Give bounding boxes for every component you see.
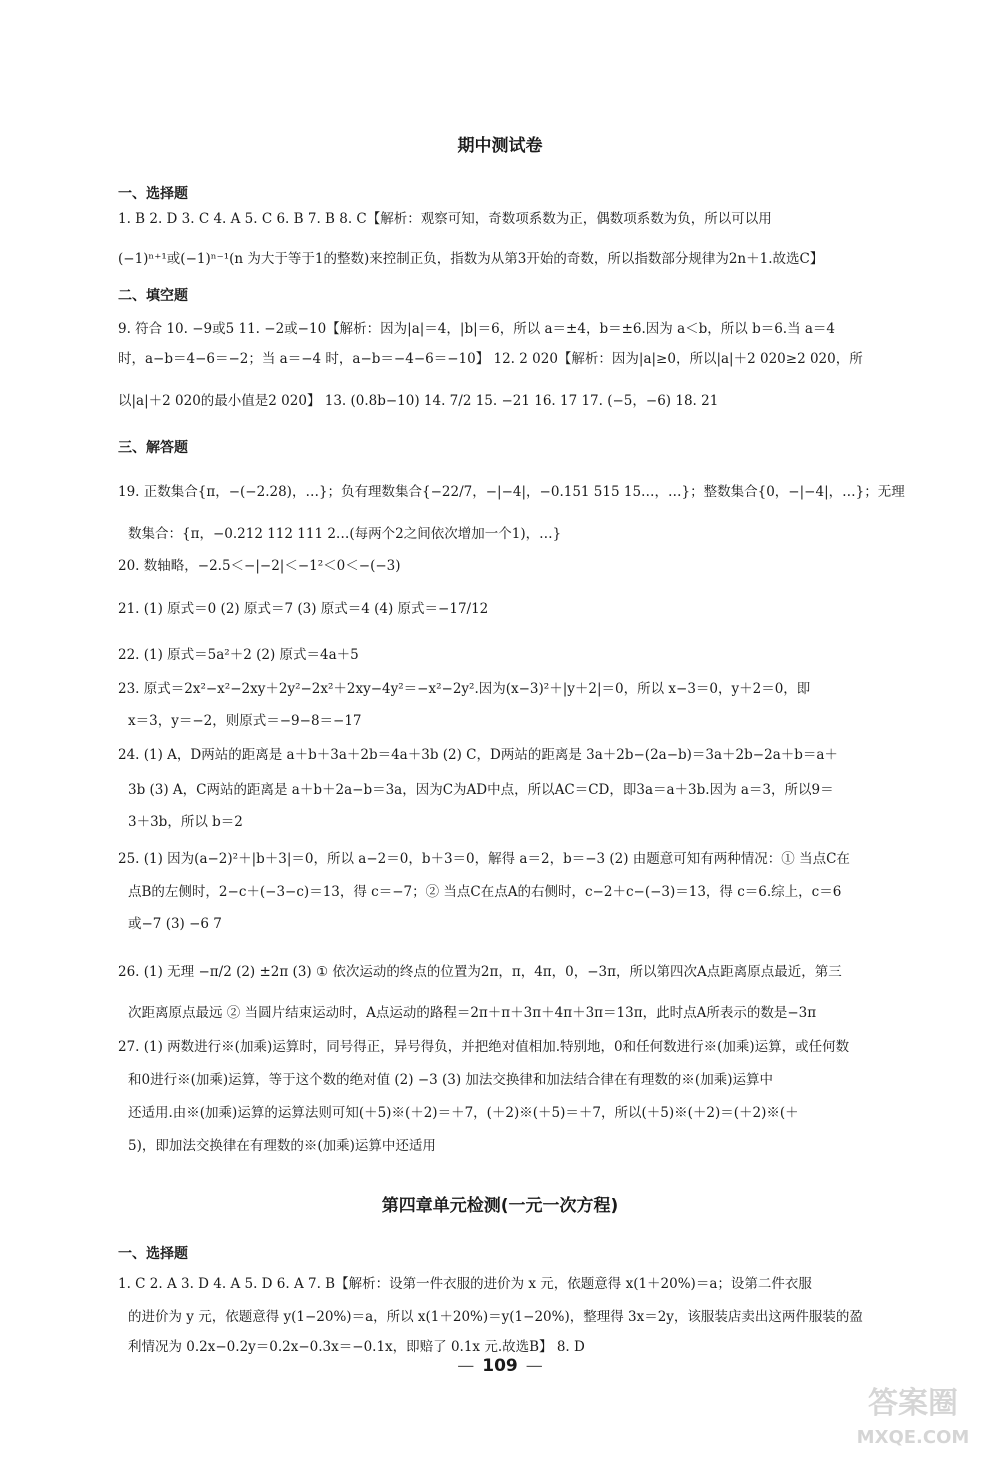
chapter4-section-choice-heading: 一、选择题 (118, 1246, 188, 1262)
midterm-answer-line-2: 数集合：{π，−0.212 112 111 2…(每两个2之间依次增加一个1)，…} (128, 526, 562, 542)
midterm-answer-line-9: 3b (3) A，C两站的距离是 a＋b＋2a−b＝3a，因为C为AD中点，所以AC＝CD，即3a＝a＋3b.因为 a＝3，所以9＝ (128, 782, 834, 798)
midterm-answer-line-16: 27. (1) 两数进行※(加乘)运算时，同号得正，异号得负，并把绝对值相加.特别地，0和任何数进行※(加乘)运算，或任何数 (118, 1039, 850, 1055)
page-number-dash-right: — (525, 1356, 543, 1376)
watermark-logo-icon (838, 1373, 988, 1453)
midterm-answer-line-13: 或−7 (3) −6 7 (128, 916, 222, 932)
midterm-answer-line-18: 还适用.由※(加乘)运算的运算法则可知(＋5)※(＋2)＝＋7，(＋2)※(＋5)＝＋7，所以(＋5)※(＋2)＝(＋2)※(＋ (128, 1105, 799, 1121)
midterm-fill-line-2: 时，a−b＝4−6＝−2；当 a＝−4 时，a−b＝−4−6＝−10】 12. 2 020【解析：因为|a|≥0，所以|a|＋2 020≥2 020，所 (118, 351, 863, 367)
midterm-answer-line-14: 26. (1) 无理 −π/2 (2) ±2π (3) ① 依次运动的终点的位置为2π，π，4π，0，−3π，所以第四次A点距离原点最近，第三 (118, 964, 842, 980)
midterm-fill-line-1: 9. 符合 10. −9或5 11. −2或−10【解析：因为|a|＝4，|b|＝6，所以 a＝±4，b＝±6.因为 a＜b，所以 b＝6.当 a＝4 (118, 321, 836, 337)
page-number-dash-left: — (457, 1356, 475, 1376)
midterm-answer-line-11: 25. (1) 因为(a−2)²＋|b＋3|＝0，所以 a−2＝0，b＋3＝0，解得 a＝2，b＝−3 (2) 由题意可知有两种情况：① 当点C在 (118, 851, 850, 867)
watermark-logo (838, 1373, 988, 1453)
chapter4-choice-line-2: 的进价为 y 元，依题意得 y(1−20%)＝a，所以 x(1＋20%)＝y(1−20%)，整理得 3x＝2y，该服装店卖出这两件服装的盈 (128, 1309, 863, 1325)
midterm-section-fill-heading: 二、填空题 (118, 288, 188, 304)
watermark-text: 答案圈 (868, 1386, 958, 1421)
watermark-url: MXQE.COM (856, 1427, 970, 1448)
midterm-answer-line-1: 19. 正数集合{π，−(−2.28)，…}；负有理数集合{−22/7，−|−4|，−0.151 515 15…，…}；整数集合{0，−|−4|，…}；无理 (118, 484, 905, 500)
midterm-answer-line-5: 22. (1) 原式＝5a²＋2 (2) 原式＝4a＋5 (118, 647, 359, 663)
midterm-section-answer-heading: 三、解答题 (118, 440, 188, 456)
midterm-answer-line-6: 23. 原式＝2x²−x²−2xy＋2y²−2x²＋2xy−4y²＝−x²−2y².因为(x−3)²＋|y＋2|＝0，所以 x−3＝0，y＋2＝0，即 (118, 681, 811, 697)
page-number-value: 109 (482, 1356, 518, 1376)
midterm-answer-line-12: 点B的左侧时，2−c＋(−3−c)＝13，得 c＝−7；② 当点C在点A的右侧时，c−2＋c−(−3)＝13，得 c＝6.综上，c＝6 (128, 884, 842, 900)
midterm-fill-line-3: 以|a|＋2 020的最小值是2 020】 13. (0.8b−10) 14. 7/2 15. −21 16. 17 17. (−5，−6) 18. 21 (118, 393, 719, 409)
midterm-answer-line-3: 20. 数轴略，−2.5＜−|−2|＜−1²＜0＜−(−3) (118, 558, 401, 574)
midterm-answer-line-15: 次距离原点最远 ② 当圆片结束运动时，A点运动的路程＝2π＋π＋3π＋4π＋3π＝13π，此时点A所表示的数是−3π (128, 1005, 817, 1021)
midterm-answer-line-8: 24. (1) A，D两站的距离是 a＋b＋3a＋2b＝4a＋3b (2) C，D两站的距离是 3a＋2b−(2a−b)＝3a＋2b−2a＋b＝a＋ (118, 747, 838, 763)
chapter4-choice-line-1: 1. C 2. A 3. D 4. A 5. D 6. A 7. B【解析：设第一件衣服的进价为 x 元，依题意得 x(1＋20%)＝a；设第二件衣服 (118, 1276, 812, 1292)
midterm-choice-line-1: 1. B 2. D 3. C 4. A 5. C 6. B 7. B 8. C【解析：观察可知，奇数项系数为正，偶数项系数为负，所以可以用 (118, 211, 772, 227)
midterm-answer-line-7: x＝3，y＝−2，则原式＝−9−8＝−17 (128, 713, 362, 729)
midterm-choice-line-2: (−1)ⁿ⁺¹或(−1)ⁿ⁻¹(n 为大于等于1的整数)来控制正负，指数为从第3开始的奇数，所以指数部分规律为2n＋1.故选C】 (118, 251, 824, 267)
midterm-answer-line-17: 和0进行※(加乘)运算，等于这个数的绝对值 (2) −3 (3) 加法交换律和加法结合律在有理数的※(加乘)运算中 (128, 1072, 773, 1088)
midterm-title: 期中测试卷 (457, 136, 543, 156)
chapter4-title: 第四章单元检测(一元一次方程) (381, 1196, 619, 1216)
midterm-answer-line-10: 3＋3b，所以 b＝2 (128, 814, 243, 830)
midterm-section-choice-heading: 一、选择题 (118, 186, 188, 202)
chapter4-choice-line-3: 利情况为 0.2x−0.2y＝0.2x−0.3x＝−0.1x，即赔了 0.1x 元.故选B】 8. D (128, 1339, 585, 1355)
midterm-answer-line-19: 5)，即加法交换律在有理数的※(加乘)运算中还适用 (128, 1138, 436, 1154)
midterm-answer-line-4: 21. (1) 原式＝0 (2) 原式＝7 (3) 原式＝4 (4) 原式＝−17/12 (118, 601, 489, 617)
